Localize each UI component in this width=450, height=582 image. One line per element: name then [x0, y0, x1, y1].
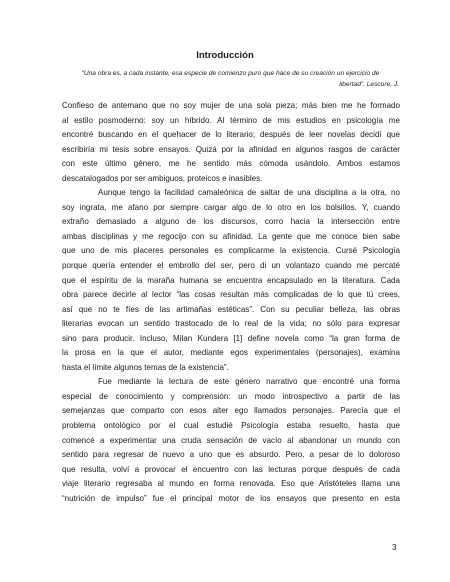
text-line: que uno de mis placeres personales es complicarme la existencia. Cursé Psicología [62, 246, 400, 256]
epigraph-line: “Una obra es, a cada instante, esa especie de comienzo puro que hace de su creación un ejercicio de [81, 70, 380, 77]
text-line: así que no te fíes de las artimañas estéticas”. Con su peculiar belleza, las obras [62, 304, 400, 314]
text-line: hasta el límite algunos temas de la existencia”. [62, 362, 229, 372]
section-title: Introducción [196, 50, 254, 61]
text-line: especial de conocimiento y comprensión: un modo introspectivo a partir de las [62, 391, 400, 401]
text-line: descatalogados por ser ambiguos, proteicos e inasibles. [62, 173, 263, 183]
text-line: Aunque tengo la facilidad camaleónica de saltar de una disciplina a la otra, no [98, 188, 400, 198]
text-line: soy ingrata, me afano por siempre cargar algo de lo otro en los bolsillos. Y, cuando [62, 202, 400, 212]
text-line: sino para producir. Incluso, Milan Kundera [1] define novela como “la gran forma de [62, 333, 400, 343]
epigraph [62, 69, 399, 90]
text-line: Fue mediante la lectura de este género narrativo que encontré una forma [98, 377, 400, 387]
text-line: ambas disciplinas y me regocijo con su afinidad. La gente que me conoce bien sabe [62, 231, 400, 241]
text-line: la prosa en la que el autor, mediante egos experimentales (personajes), examina [62, 348, 400, 358]
text-line: semejanzas que comparto con esos alter ego llamados personajes. Parecía que el [62, 406, 400, 416]
text-line: porque quería entender el embrollo del ser, pero di un volantazo cuando me percaté [62, 261, 400, 271]
text-line: con este último género, me he sentido más cómoda usándolo. Ambos estamos [62, 159, 400, 169]
text-line: obra parece decirle al lector “las cosas resultan más complicadas de lo que tú crees, [62, 290, 400, 300]
text-line: escribiría mi tesis sobre ensayos. Quizá por la afinidad en algunos rasgos de carácter [62, 144, 400, 154]
text-line: extraño demasiado a alguno de los discursos, corro hacia la intersección entre [62, 217, 400, 227]
text-line: “nutrición de impulso” fue el principal motor de los ensayos que presento en esta [62, 493, 400, 503]
text-line: literarias evocan un sentido trastocado de lo real de la vida; no sólo para expresar [62, 319, 400, 329]
body-text [62, 99, 400, 506]
text-line: viaje literario regresaba al mundo en forma renovada. Eso que Aristóteles llama una [62, 479, 400, 489]
epigraph-attribution: libertad”. Lescure, J. [339, 80, 399, 88]
text-line: que el espíritu de la maraña humana se encuentra encapsulado en la literatura. Cada [62, 275, 400, 285]
text-line: al estilo posmoderno: soy un híbrido. Al término de mis estudios en psicología me [62, 115, 400, 125]
text-line: Confieso de antemano que no soy mujer de una sola pieza; más bien me he formado [62, 101, 400, 110]
text-line: comencé a experimentar una cruda sensación de vacío al abandonar un mundo con [62, 435, 400, 445]
text-line: sentido para regresar de nuevo a uno que es absurdo. Pero, a pesar de lo doloroso [62, 450, 400, 460]
text-line: problema ontológico por el cual estudié Psicología estaba resuelto, hasta que [62, 421, 400, 431]
text-line: que resulta, volví a provocar el encuentro con las lecturas porque después de cada [62, 464, 400, 474]
page-number: 3 [392, 543, 397, 552]
text-line: encontré buscando en el quehacer de lo literario; después de leer novelas decidí que [62, 130, 400, 140]
